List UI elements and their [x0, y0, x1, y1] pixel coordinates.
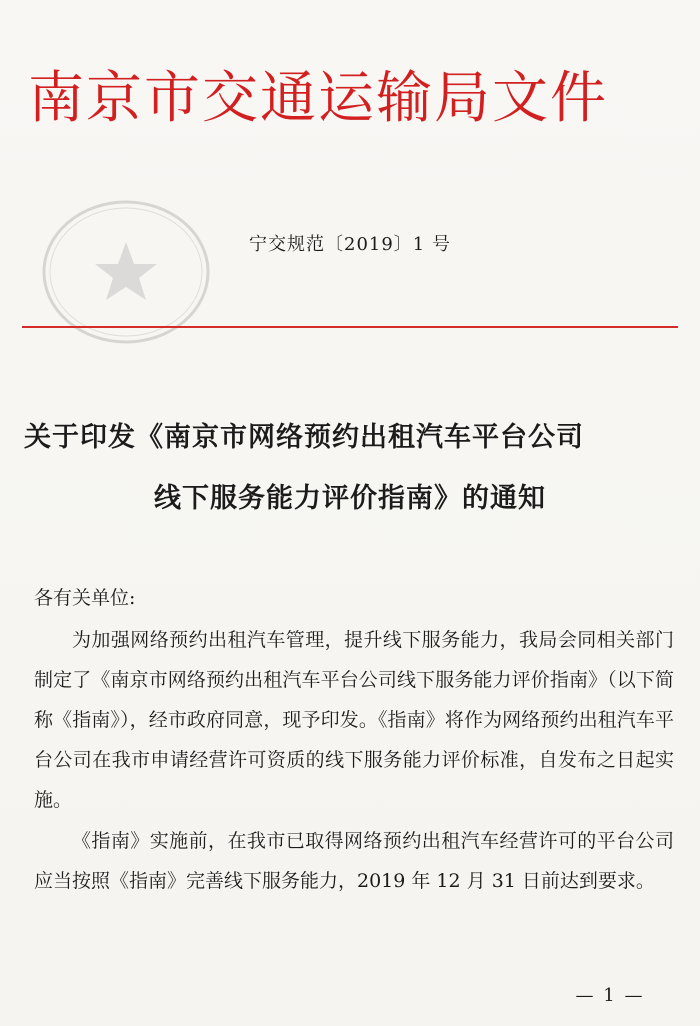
red-divider-line [22, 326, 678, 328]
issuing-authority-title: 南京市交通运输局文件 [28, 66, 608, 131]
notice-title-line-1: 关于印发《南京市网络预约出租汽车平台公司 [24, 422, 584, 453]
page-number: — 1 — [575, 985, 645, 1006]
salutation: 各有关单位: [34, 587, 136, 609]
document-number: 宁交规范〔2019〕1 号 [249, 234, 451, 255]
body-paragraph-2 [34, 821, 674, 901]
notice-title-line-2: 线下服务能力评价指南》的通知 [154, 483, 546, 514]
paragraph-1-text: 为加强网络预约出租汽车管理，提升线下服务能力，我局会同相关部门制定了《南京市网络预约出租汽车平台公司线下服务能力评价指南》（以下简称《指南》），经市政府同意，现予印发。《指南》将作为网络预约出租汽车平台公司在我市申请经营许可资质的线下服务能力评价标准，自发布之日起实施。 [34, 629, 674, 811]
body-paragraph-1 [34, 620, 674, 820]
paragraph-2-text: 《指南》实施前，在我市已取得网络预约出租汽车经营许可的平台公司应当按照《指南》完善线下服务能力，2019 年 12 月 31 日前达到要求。 [34, 830, 674, 892]
